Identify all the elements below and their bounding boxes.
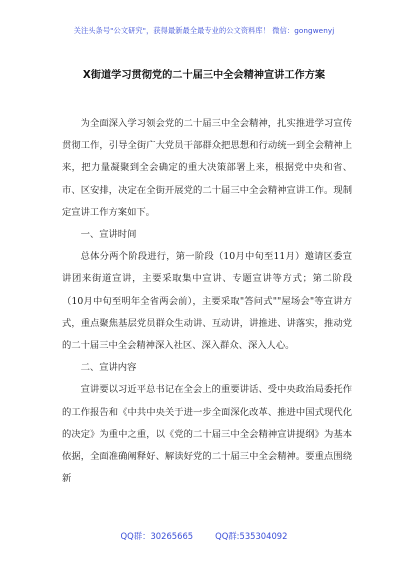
section-paragraph-time: 总体分两个阶段进行，第一阶段（10月中旬至11月）邀请区委宣讲团来街道宣讲，主要采取集中宣讲、专题宣讲等方式；第二阶段（10月中旬至明年全省两会前），主要采取"答问式""屋场会"等宣讲方式，重点聚焦基层党员群众生动讲、互动讲，讲推进、讲落实，推动党的二十届三中全会精神深入社区、深入群众、深入人心。 <box>62 251 352 352</box>
section-heading-content: 二、宣讲内容 <box>80 362 137 374</box>
promo-banner: 关注头条号"公文研究"，获得最新最全最专业的公文资料库！ 微信：gongwenyj <box>73 26 335 35</box>
document-title: X街道学习贯彻党的二十届三中全会精神宣讲工作方案 <box>82 70 326 81</box>
qq-group-1: QQ群：30265665 <box>120 531 194 541</box>
section-paragraph-content: 宣讲要以习近平总书记在全会上的重要讲话、受中央政治局委托作的工作报告和《中共中央关于进一步全面深化改革、推进中国式现代化的决定》为重中之重，以《党的二十届三中全会精神宣讲提纲》为基本依据，全面准确阐释好、解读好党的二十届三中全会精神。要重点围绕新 <box>62 384 352 485</box>
intro-paragraph: 为全面深入学习领会党的二十届三中全会精神，扎实推进学习宣传贯彻工作，引导全街广大党员干部群众把思想和行动统一到全会精神上来，把力量凝聚到全会确定的重大决策部署上来，根据党中央和省、市、区安排，决定在全街开展党的二十届三中全会精神宣讲工作。现制定宣讲工作方案如下。 <box>62 118 352 218</box>
footer-contacts <box>0 530 408 542</box>
section-heading-time: 一、宣讲时间 <box>80 229 137 241</box>
document-body <box>62 113 352 490</box>
qq-group-2: QQ群:535304092 <box>215 531 288 541</box>
